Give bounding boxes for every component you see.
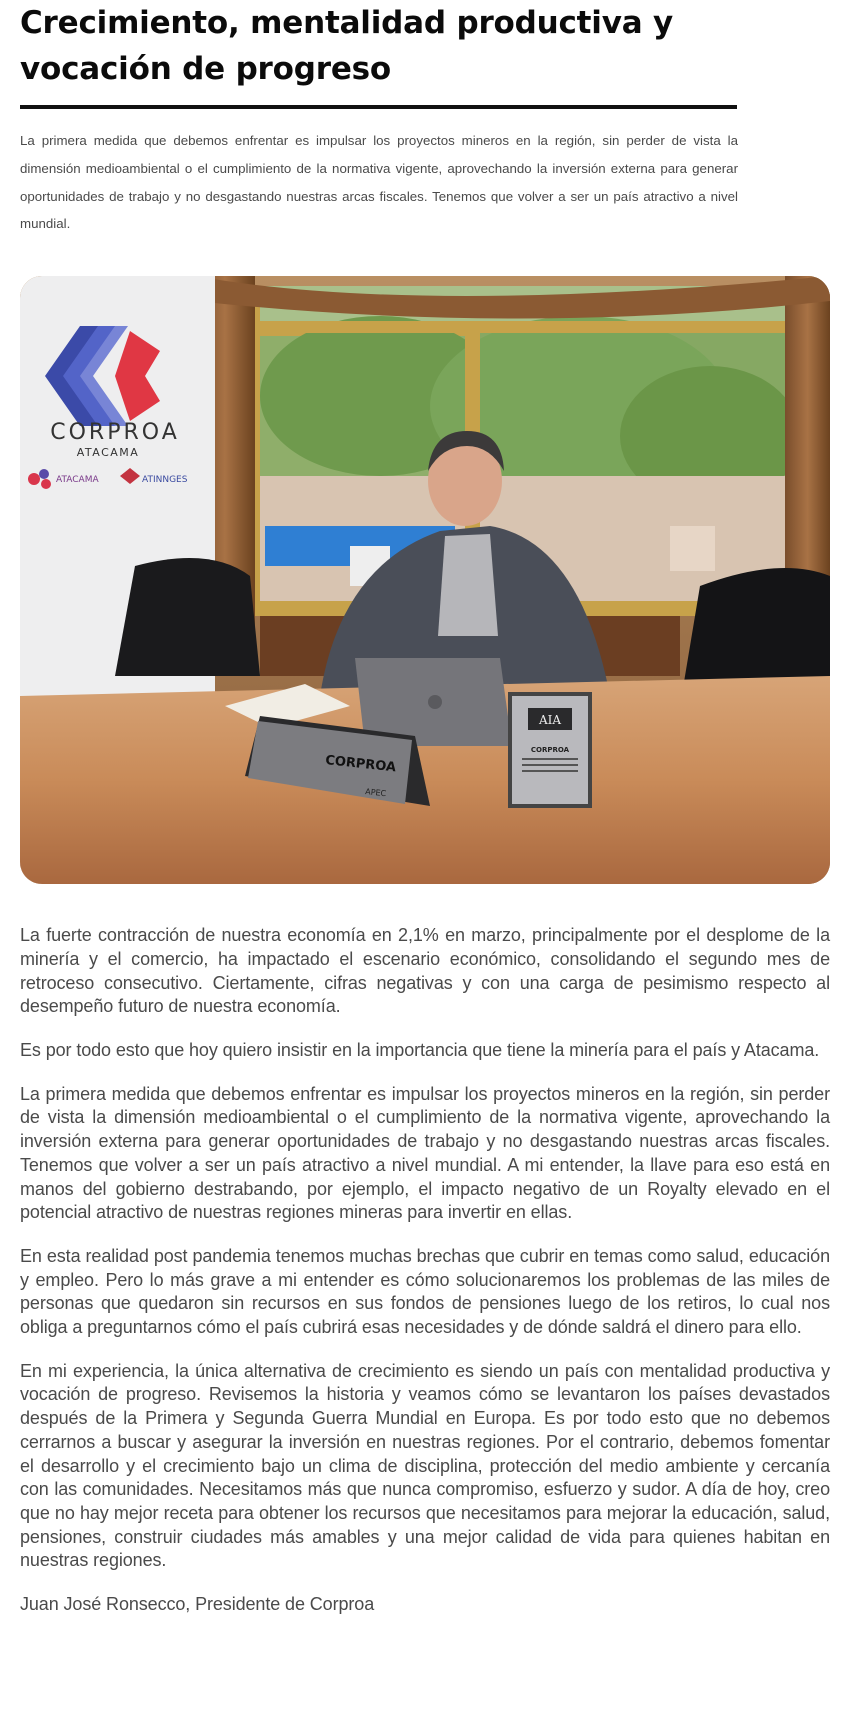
article	[20, 0, 830, 1637]
article-body	[20, 924, 830, 1617]
article-photo	[20, 276, 830, 884]
author-signature: Juan José Ronsecco, Presidente de Corproa	[20, 1594, 375, 1615]
banner-partner-1: ATACAMA	[56, 475, 99, 486]
body-paragraph: En esta realidad post pandemia tenemos muchas brechas que cubrir en temas como salud, educación y empleo. Pero lo más grave a mi entender es cómo solucionaremos los problemas de las miles de personas que quedaron sin recursos en sus fondos de pensiones luego de los retiros, lo cual nos obliga a preguntarnos cómo el país cubrirá esas necesidades y de dónde saldrá el dinero para ello.	[20, 1245, 830, 1338]
title-divider	[20, 105, 737, 109]
nameplate-small: APEC	[364, 787, 387, 799]
article-title: Crecimiento, mentalidad productiva y vocación de progreso	[20, 5, 674, 87]
body-paragraph: La primera medida que debemos enfrentar es impulsar los proyectos mineros en la región, sin perder de vista la dimensión medioambiental o el cumplimiento de la normativa vigente, aprovechando la inversión externa para generar oportunidades de trabajo y no desgastando nuestras arcas fiscales. Tenemos que volver a ser un país atractivo a nivel mundial. A mi entender, la llave para eso está en manos del gobierno destrabando, por ejemplo, el impacto negativo de un Royalty elevado en el potencial atractivo de nuestras regiones mineras para invertir en ellas.	[20, 1083, 830, 1223]
banner-partner-2: ATINNGES	[142, 475, 188, 486]
nameplate-text: CORPROA	[324, 753, 397, 776]
article-lead: La primera medida que debemos enfrentar es impulsar los proyectos mineros en la región, sin perder de vista la dimensión medioambiental o el cumplimiento de la normativa vigente, aprovechando la inversión externa para generar oportunidades de trabajo y no desgastando nuestras arcas fiscales. Tenemos que volver a ser un país atractivo a nivel mundial.	[20, 133, 738, 232]
plaque-text: CORPROA	[530, 746, 570, 755]
body-paragraph: Es por todo esto que hoy quiero insistir en la importancia que tiene la minería para el país y Atacama.	[20, 1040, 820, 1060]
body-paragraph: La fuerte contracción de nuestra economía en 2,1% en marzo, principalmente por el desplome de la minería y el comercio, ha impactado el escenario económico, consolidando el segundo mes de retroceso consecutivo. Ciertamente, cifras negativas y con una carga de pesimismo respecto al desempeño futuro de nuestra economía.	[20, 925, 830, 1017]
body-paragraph: En mi experiencia, la única alternativa de crecimiento es siendo un país con mentalidad productiva y vocación de progreso. Revisemos la historia y veamos cómo se levantaron los países devastados después de la Primera y Segunda Guerra Mundial en Europa. Es por todo esto que no debemos cerrarnos a buscar y asegurar la inversión en nuestras regiones. Por el contrario, debemos fomentar el desarrollo y el crecimiento bajo un clima de disciplina, protección del medio ambiente y cercanía con las comunidades. Necesitamos más que nunca compromiso, esfuerzo y sudor. A día de hoy, creo que no hay mejor receta para obtener los recursos que necesitamos para mejorar la educación, salud, pensiones, construir ciudades más amables y una mejor calidad de vida para quienes habitan en nuestras regiones.	[20, 1360, 830, 1571]
banner-sub: ATACAMA	[76, 446, 140, 460]
plaque-logo: AIA	[538, 713, 562, 728]
banner-brand: CORPROA	[50, 420, 180, 446]
